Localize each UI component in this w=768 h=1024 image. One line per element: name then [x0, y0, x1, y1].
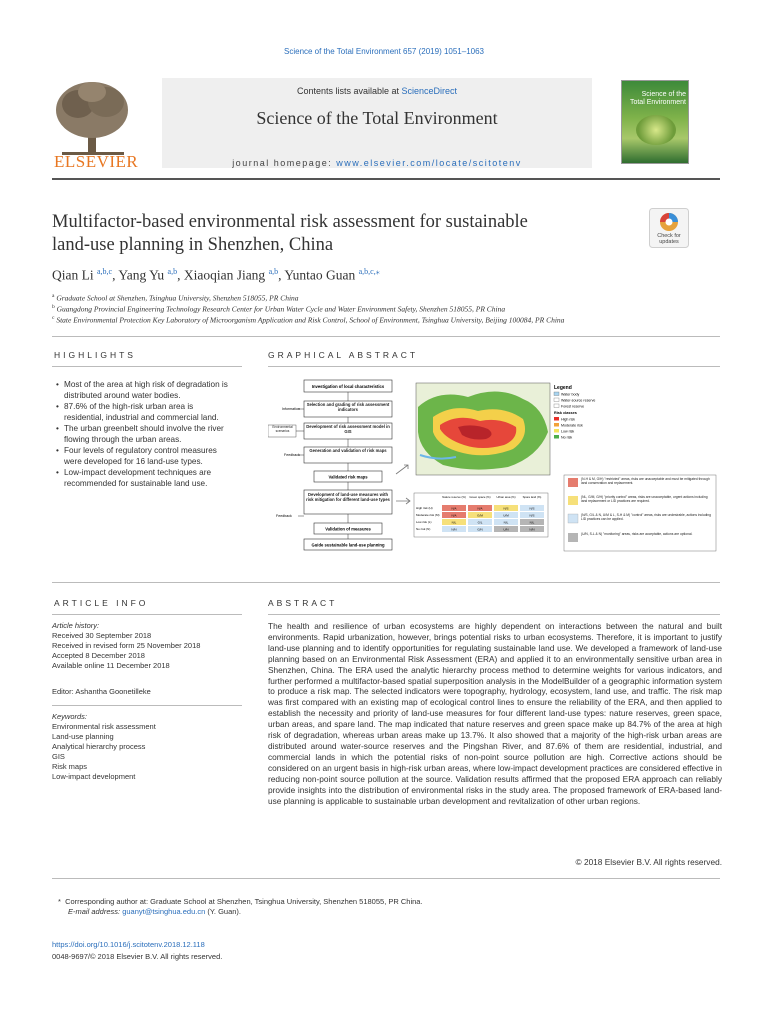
measure-wrap	[581, 513, 714, 530]
map-legend	[554, 385, 595, 440]
measure-text: (N-H & M, G/H) "restricted" areas, risks are unacceptable and must be mitigated through land conservation and replacement.	[581, 477, 710, 486]
abstract-heading: ABSTRACT	[268, 598, 338, 608]
copyright-notice: © 2018 Elsevier B.V. All rights reserved.	[575, 857, 722, 867]
journal-header-band	[162, 78, 592, 168]
table-header: Spare land (%)	[522, 495, 542, 499]
table-cell: N/N	[529, 527, 535, 532]
highlights-heading: HIGHLIGHTS	[54, 350, 136, 360]
crossmark-line: updates	[659, 239, 679, 245]
table-cell: N/S	[503, 506, 509, 511]
risk-map	[416, 383, 550, 475]
legend-label: Moderate risk	[561, 423, 583, 428]
email-suffix: (Y. Guan).	[205, 907, 241, 916]
check-for-updates-label[interactable]	[640, 233, 698, 245]
section-rule	[52, 366, 242, 367]
keywords	[52, 712, 242, 782]
email-label: E-mail address:	[68, 907, 123, 916]
table-cell: N/A	[451, 506, 457, 511]
history-entry: Received 30 September 2018	[52, 631, 152, 640]
side-label: Feedback	[276, 514, 292, 518]
flow-step: Validation of measures	[325, 526, 371, 532]
measures-legend	[564, 475, 716, 551]
corresponding-author-footnote	[58, 897, 658, 917]
table-cell: N/L	[451, 520, 457, 525]
journal-cover-thumbnail[interactable]	[621, 80, 689, 164]
table-cell: N/A	[477, 506, 483, 511]
header-divider	[52, 178, 720, 180]
table-cell: G/M	[477, 513, 483, 518]
keyword: Risk maps	[52, 762, 88, 771]
table-cell: N/N	[451, 527, 457, 532]
legend-label: Water-source reserve	[561, 398, 596, 403]
history-entry: Accepted 8 December 2018	[52, 651, 145, 660]
flow-step: Validated risk maps	[328, 474, 368, 480]
flow-step: Generation and validation of risk maps	[309, 448, 387, 453]
journal-title: Science of the Total Environment	[256, 108, 498, 128]
author-name[interactable]: Yang Yu	[118, 267, 165, 283]
author-separator: ,	[177, 267, 184, 283]
legend-swatch	[554, 398, 559, 402]
table-cell: N/S	[529, 513, 535, 518]
affiliation-text: Graduate School at Shenzhen, Tsinghua University, Shenzhen 518055, PR China	[56, 293, 299, 303]
highlight-item: • 87.6% of the high-risk urban area is residential, industrial and commercial land.	[56, 401, 231, 423]
abstract-text: The health and resilience of urban ecosystems are highly dependent on interactions between the natural and built environments. Rapid urbanization, however, brings potential risks to urban ecosystems. Therefore, it is important to justify land-use planning and to identify opportunities for regulating sustainable land use. We developed a framework of land-use planning based on an Environmental Risk Assessment (ERA) and applied it to an environmentally sensitive urban area in Shenzhen, China. The ERA used the analytic hierarchy process method to determine weights for various indicators, and further performed a multifactor-based spatial superposition analysis in the ModelBuilder of a geographic information system to produce a risk map. The selected indicators were topography, hydrology, ecosystem, land use, and traffic. The risk map was first compared with an existing map of ecological control lines to ensure the reliability of the ERA, and then applied to establish the necessity and priority of land-use measures for four different land-use types: nature reserves, green space, urban areas, and spare land. The map indicated that nature reserves and green space make up 84.7% of the area at high risk of degradation, whereas urban areas make up 13.7%. It also showed that a majority of the high-risk urban areas are distributed around water-source reserves and the Pingshan River, and 87.6% of them are residential, industrial, and commercial lands in which the potential risks of non-point source pollution are high. Corrective actions should be considered on an urgent basis in high-risk urban areas, where low-impact development practices are considered effective in reducing non-point source pollution at the source. Validation results affirmed that the proposed ERA approach can reliably provide insights into the distribution of environmental risks in the study area. The proposed framework of ERA-based land-use planning is applicable to sustainable urban development and revitalization of other urban regions.	[268, 621, 722, 806]
side-label-wrap	[269, 425, 296, 437]
history-entry: Available online 11 December 2018	[52, 661, 170, 670]
table-row-label: Moderate risk (M)	[416, 513, 440, 517]
author-separator: ,	[278, 267, 285, 283]
author-list	[52, 267, 380, 284]
highlights-list	[56, 379, 231, 489]
risk-table	[414, 493, 548, 537]
affiliation	[52, 304, 732, 314]
legend-swatch	[554, 435, 559, 439]
cover-image	[636, 115, 676, 145]
legend-swatch	[554, 392, 559, 396]
flow-step-wrap	[306, 448, 390, 463]
keywords-label: Keywords:	[52, 712, 88, 721]
keyword: Low-impact development	[52, 772, 136, 781]
journal-homepage	[162, 158, 592, 168]
author-name[interactable]: Xiaoqian Jiang	[183, 267, 266, 283]
table-cell: G/L	[477, 520, 483, 525]
doi-link[interactable]: https://doi.org/10.1016/j.scitotenv.2018.12.118	[52, 940, 205, 949]
contents-line	[162, 86, 592, 96]
flow-step: Guide sustainable land-use planning	[311, 542, 385, 548]
section-rule	[268, 614, 720, 615]
table-cell: N/L	[503, 520, 509, 525]
highlight-item: • Four levels of regulatory control measures were developed for 16 land-use types.	[56, 445, 231, 467]
keyword: Environmental risk assessment	[52, 722, 156, 731]
article-info-heading: ARTICLE INFO	[54, 598, 149, 608]
affiliation-divider	[52, 336, 720, 337]
table-row-label: No risk (N)	[416, 527, 431, 531]
table-cell: U/M	[503, 513, 509, 518]
affiliation-mark: c	[52, 315, 55, 321]
asterisk-mark: *	[58, 897, 66, 906]
legend-swatch	[554, 417, 559, 421]
side-label: Information	[282, 407, 300, 411]
measure-text: (NL, G/M, G/H) "priority control" areas, risks are unacceptable, urgent actions including land replacement or LID practices are required.	[581, 495, 708, 504]
cover-title-line: Total Environment	[629, 99, 686, 106]
flow-step-wrap	[306, 424, 390, 439]
homepage-link[interactable]: www.elsevier.com/locate/scitotenv	[336, 158, 522, 168]
table-cell: N/A	[451, 513, 457, 518]
flow-step: Development of risk assessment model in GIS	[306, 424, 390, 434]
contents-prefix: Contents lists available at	[296, 86, 402, 96]
side-label: Environmental scenarios	[272, 425, 293, 433]
crossmark-line: Check for	[657, 233, 681, 239]
publisher-name: ELSEVIER	[54, 152, 139, 171]
graphical-abstract-heading: GRAPHICAL ABSTRACT	[268, 350, 419, 360]
email-link[interactable]: guanyt@tsinghua.edu.cn	[122, 907, 206, 916]
author-name[interactable]: Yuntao Guan	[284, 267, 356, 283]
author-affiliation-marks[interactable]: a,b	[268, 267, 279, 276]
affiliation-mark: b	[52, 304, 55, 310]
highlight-item: • Most of the area at high risk of degradation is distributed around water bodies.	[56, 379, 231, 401]
flowchart	[268, 380, 392, 550]
flow-arrows	[396, 465, 410, 504]
table-cell: G/N	[477, 527, 483, 532]
history-entry: Received in revised form 25 November 2018	[52, 641, 201, 650]
table-header: Urban area (%)	[496, 495, 516, 499]
cover-title-line: Science of the	[641, 91, 686, 98]
issn-line: 0048-9697/© 2018 Elsevier B.V. All rights reserved.	[52, 952, 223, 961]
article-title	[52, 211, 612, 257]
legend-swatch	[554, 404, 559, 408]
table-cell: N/S	[529, 506, 535, 511]
journal-reference[interactable]: Science of the Total Environment 657 (2019) 1051–1063	[284, 47, 484, 56]
flow-step-wrap	[306, 402, 390, 417]
measure-wrap	[581, 532, 714, 549]
measure-text: (N/S, G/L & N, U/M & L, S-H & M) "control" areas, risks are undesirable, actions including LID practices can be applied.	[581, 513, 711, 522]
table-row-label: High risk (H)	[416, 506, 433, 510]
author-affiliation-marks[interactable]: a,b	[167, 267, 178, 276]
flow-step-wrap	[306, 492, 390, 514]
table-row-label: Low risk (L)	[416, 520, 432, 524]
legend-label: Forest reserve	[561, 404, 585, 409]
sciencedirect-link[interactable]: ScienceDirect	[401, 86, 458, 96]
flow-step: Development of land-use measures with risk mitigation for different land-use types	[306, 492, 390, 502]
measure-wrap	[581, 477, 714, 494]
table-header: Green space (%)	[469, 495, 491, 499]
legend-label: No risk	[561, 435, 573, 440]
graphical-abstract-figure[interactable]	[268, 377, 718, 553]
section-rule	[52, 582, 720, 583]
affiliation-text: State Environmental Protection Key Laboratory of Microorganism Application and Risk Control, School of Environment, Tsinghua University, Beijing 100084, PR China	[56, 315, 565, 325]
corresponding-text: Corresponding author at: Graduate School at Shenzhen, Tsinghua University, Shenzhen 518055, PR China.	[65, 897, 423, 906]
affiliation-text: Guangdong Provincial Engineering Technology Research Center for Urban Water Cycle and Water Environment Safety, Shenzhen 518055, PR China	[56, 304, 506, 314]
article-history	[52, 621, 242, 671]
author-affiliation-marks[interactable]: a,b,c,⁎	[358, 267, 380, 276]
section-rule	[268, 366, 720, 367]
measure-wrap	[581, 495, 714, 512]
keyword: Analytical hierarchy process	[52, 742, 146, 751]
author-name[interactable]: Qian Li	[52, 267, 94, 283]
affiliation-mark: a	[52, 293, 55, 299]
legend-swatch	[554, 423, 559, 427]
table-cell: U/N	[503, 527, 509, 532]
cover-title	[626, 91, 686, 107]
legend-label: Low risk	[561, 429, 575, 434]
flow-step: Selection and grading of risk assessment indicators	[306, 402, 390, 412]
legend-label: High risk	[561, 417, 575, 422]
homepage-label: journal homepage:	[232, 158, 337, 168]
affiliation	[52, 315, 732, 325]
section-rule	[52, 614, 242, 615]
author-affiliation-marks[interactable]: a,b,c	[97, 267, 113, 276]
table-header: Nature reserve (%)	[442, 495, 466, 499]
history-label: Article history:	[52, 621, 100, 630]
keyword: GIS	[52, 752, 65, 761]
highlight-item: • Low-impact development techniques are recommended for sustainable land use.	[56, 467, 231, 489]
author-separator: ,	[112, 267, 119, 283]
legend-swatch	[554, 429, 559, 433]
section-rule	[52, 878, 720, 879]
legend-label: Risk classes	[554, 411, 577, 415]
legend-label: Water body	[561, 392, 580, 397]
highlight-item: • The urban greenbelt should involve the river flowing through the urban areas.	[56, 423, 231, 445]
flow-step: Investigation of local characteristics	[311, 384, 385, 389]
side-label: Feedback	[284, 453, 300, 457]
table-cell: N/L	[529, 520, 535, 525]
keyword: Land-use planning	[52, 732, 114, 741]
article-title-line: land-use planning in Shenzhen, China	[52, 235, 334, 255]
journal-header	[52, 74, 720, 174]
section-rule	[52, 705, 242, 706]
article-title-line: Multifactor-based environmental risk assessment for sustainable	[52, 212, 528, 232]
affiliation	[52, 293, 732, 303]
measure-text: (U/N, S-L & N) "monitoring" areas, risks are acceptable, actions are optional.	[581, 532, 693, 536]
legend-title: Legend	[554, 385, 572, 391]
editor: Editor: Ashantha Goonetilleke	[52, 687, 151, 696]
